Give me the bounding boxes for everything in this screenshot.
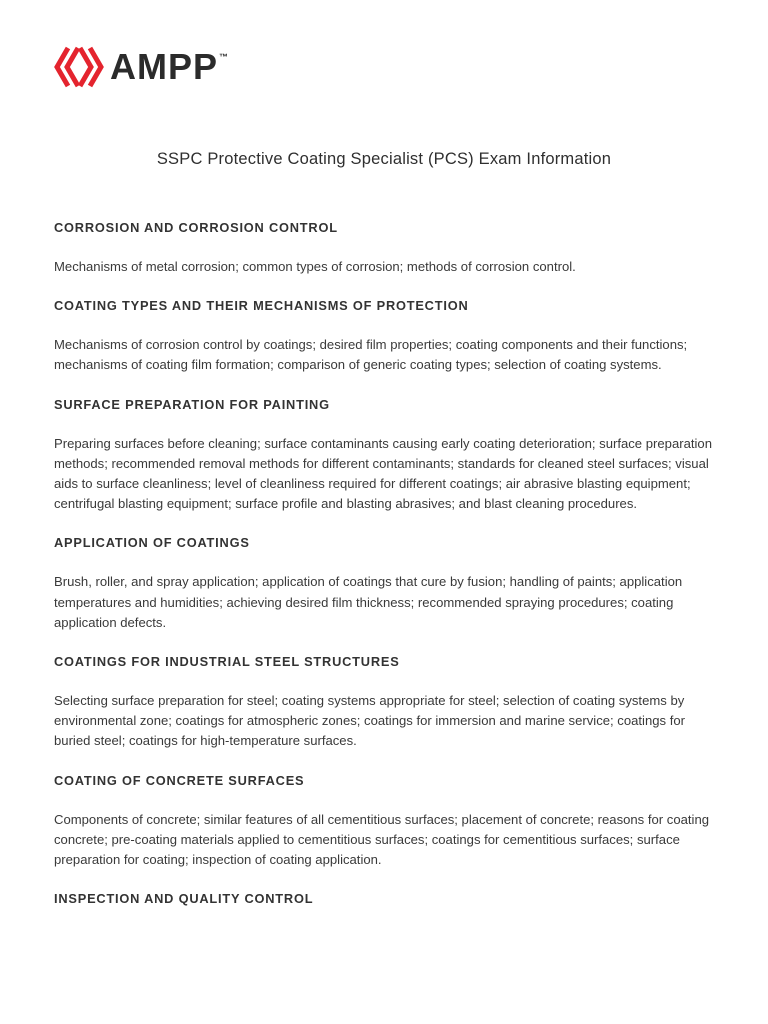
section-heading: COATINGS FOR INDUSTRIAL STEEL STRUCTURES (54, 654, 400, 670)
section-heading: APPLICATION OF COATINGS (54, 535, 250, 551)
section-body: Brush, roller, and spray application; application of coatings that cure by fusion; handling of paints; application temperatures and humidities; achieving desired film thickness; recommended spraying procedures; coating application defects. (54, 574, 683, 630)
section-industrial-steel (54, 653, 724, 752)
document-body (54, 219, 724, 928)
section-coating-types (54, 297, 724, 375)
ampp-logo (54, 44, 228, 90)
section-surface-preparation (54, 396, 724, 515)
ampp-logo-mark-icon (54, 44, 104, 90)
section-heading: CORROSION AND CORROSION CONTROL (54, 220, 338, 235)
section-body: Selecting surface preparation for steel; coating systems appropriate for steel; selection of coating systems by environmental zone; coatings for atmospheric zones; coatings for immersion and marine service; coatings for buried steel; coatings for high-temperature surfaces. (54, 693, 685, 749)
section-heading: COATING OF CONCRETE SURFACES (54, 772, 305, 788)
section-application (54, 534, 724, 633)
section-concrete (54, 772, 724, 871)
section-inspection (54, 890, 724, 908)
page-title: SSPC Protective Coating Specialist (PCS) Exam Information (156, 150, 612, 168)
section-body: Mechanisms of metal corrosion; common types of corrosion; methods of corrosion control. (54, 259, 576, 274)
section-body: Mechanisms of corrosion control by coatings; desired film properties; coating components and their functions; mechanisms of coating film formation; comparison of generic coating types; selection of coating systems. (54, 337, 688, 373)
trademark-symbol: ™ (219, 52, 229, 62)
brand-name: AMPP (110, 46, 219, 87)
section-heading: INSPECTION AND QUALITY CONTROL (54, 891, 314, 907)
section-heading: COATING TYPES AND THEIR MECHANISMS OF PROTECTION (54, 298, 469, 314)
section-body: Components of concrete; similar features of all cementitious surfaces; placement of concrete; reasons for coating concrete; pre-coating materials applied to cementitious surfaces; coatings for cementitious surfaces; surface preparation for coating; inspection of coating application. (54, 811, 710, 868)
section-body: Preparing surfaces before cleaning; surface contaminants causing early coating deterioration; surface preparation methods; recommended removal methods for different contaminants; standards for cleaned steel surfaces; visual aids to surface cleanliness; level of cleanliness required for different coatings; air abrasive blasting equipment; centrifugal blasting equipment; surface profile and blasting abrasives; and blast cleaning procedures. (54, 435, 712, 512)
section-heading: SURFACE PREPARATION FOR PAINTING (54, 396, 330, 412)
section-corrosion (54, 219, 724, 277)
